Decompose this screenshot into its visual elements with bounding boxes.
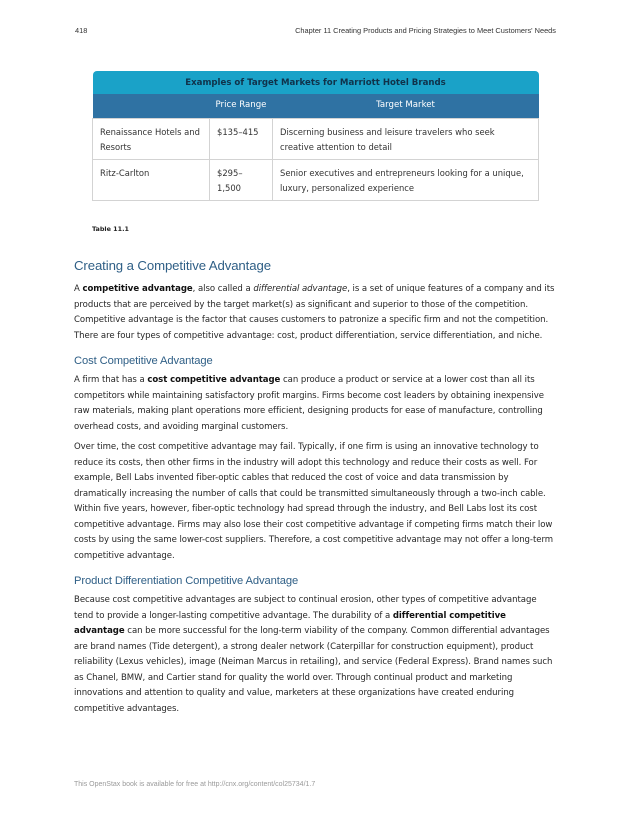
section-heading: Creating a Competitive Advantage (74, 258, 271, 273)
paragraph: Over time, the cost competitive advantage may fail. Typically, if one firm is using an innovative technology to reduce its costs, then other firms in the industry will adopt this technology and reduce their costs as well. For example, Bell Labs invented fiber-optic cables that reduced the cost of voice and data transmission by dramatically increasing the number of calls that could be transmitted simultaneously through a two-inch cable. Within five years, however, fiber-optic technology had spread through the industry, and Bell Labs lost its cost competitive advantage. Firms may also lose their cost competitive advantage if competing firms match their low costs by using the same lower-cost suppliers. Therefore, a cost competitive advantage may not offer a long-term competitive advantage. (74, 442, 554, 561)
marriott-table (92, 71, 539, 201)
key-term: differential competitive advantage (74, 610, 506, 636)
table-cell-price: $135–415 (210, 119, 273, 160)
subsection-heading: Product Differentiation Competitive Advantage (74, 575, 299, 587)
footer-note: This OpenStax book is available for free at http://cnx.org/content/col25734/1.7 (74, 781, 316, 788)
paragraph: A firm that has a cost competitive advantage can produce a product or service at a lower cost than all its competitors while maintaining satisfactory profit margins. Firms become cost leaders by obtaining inexpensive raw materials, making plant operations more efficient, designing products for ease of manufacture, controlling overhead costs, and avoiding marginal customers. (74, 375, 544, 432)
table-row (93, 160, 539, 201)
table-header-row (93, 94, 539, 119)
paragraph: Because cost competitive advantages are subject to continual erosion, other types of competitive advantage tend to provide a longer-lasting competitive advantage. The durability of a differential competitive advantage can be more successful for the long-term viability of the company. Common differential advantages are brand names (Tide detergent), a strong dealer network (Caterpillar for construction equipment), product reliability (Lexus vehicles), image (Neiman Marcus in retailing), and service (Federal Express). Brand names such as Chanel, BMW, and Cartier stand for quality the world over. Through continual product and marketing innovations and attention to quality and value, marketers at these organizations have created enduring competitive advantages. (74, 595, 553, 714)
table-cell-target: Discerning business and leisure travelers who seek creative attention to detail (273, 119, 539, 160)
table-cell-target: Senior executives and entrepreneurs looking for a unique, luxury, personalized experience (273, 160, 539, 201)
chapter-title: Chapter 11 Creating Products and Pricing Strategies to Meet Customers' Needs (295, 26, 556, 35)
table-row (93, 119, 539, 160)
emphasized-term: differential advantage (253, 284, 348, 294)
subsection-heading: Cost Competitive Advantage (74, 355, 213, 367)
key-term: competitive advantage (82, 284, 193, 294)
paragraph: A competitive advantage, also called a differential advantage, is a set of unique features of a company and its products that are perceived by the target market(s) as significant and superior to those of the competition. Competitive advantage is the factor that causes customers to patronize a specific firm and not the competition. There are four types of competitive advantage: cost, product differentiation, service differentiation, and niche. (74, 284, 555, 341)
column-header-price-range: Price Range (210, 94, 273, 119)
table-cell-brand: Ritz-Carlton (93, 160, 210, 201)
table-cell-brand: Renaissance Hotels and Resorts (93, 119, 210, 160)
key-term: cost competitive advantage (147, 375, 281, 385)
table-caption: Examples of Target Markets for Marriott Hotel Brands (93, 71, 539, 94)
table-cell-price: $295–1,500 (210, 160, 273, 201)
page-number: 418 (75, 26, 88, 35)
column-header-brand (93, 94, 210, 119)
main-content (74, 258, 556, 722)
column-header-target-market: Target Market (273, 94, 539, 119)
table-label: Table 11.1 (92, 225, 129, 233)
target-markets-table (92, 71, 538, 201)
